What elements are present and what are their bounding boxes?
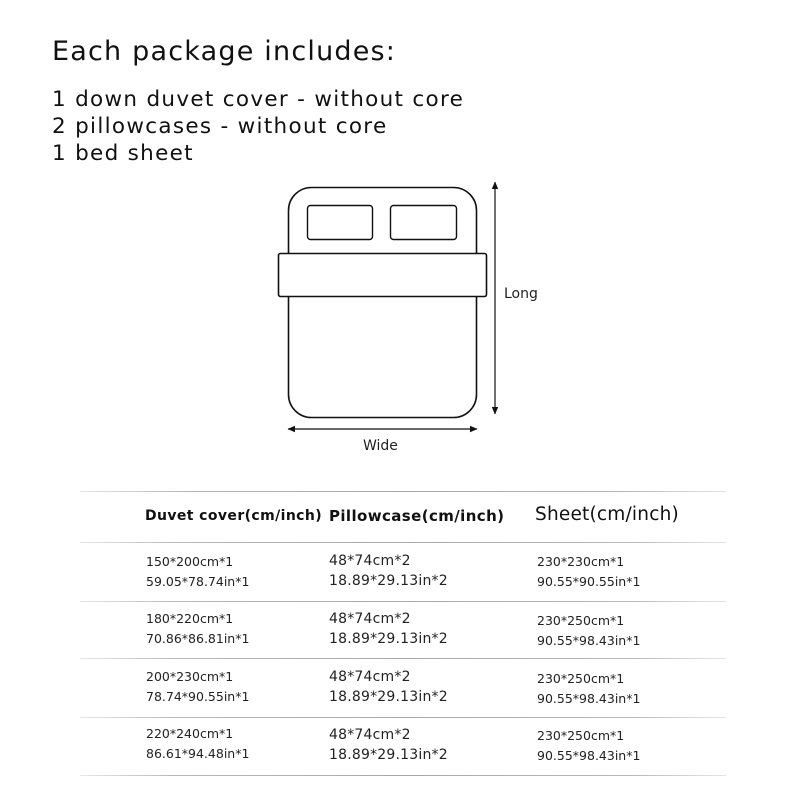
duvet-size-in: 59.05*78.74in*1 xyxy=(146,574,250,589)
sheet-size-cell xyxy=(537,552,640,592)
duvet-size-in: 78.74*90.55in*1 xyxy=(146,689,250,704)
includes-item-sheet: 1 bed sheet xyxy=(52,141,194,166)
pillowcase-size-in: 18.89*29.13in*2 xyxy=(329,689,448,705)
pillowcase-size-cm: 48*74cm*2 xyxy=(329,669,411,685)
table-divider xyxy=(80,717,726,718)
pillowcase-size-in: 18.89*29.13in*2 xyxy=(329,747,448,763)
sheet-size-cm: 230*250cm*1 xyxy=(537,671,625,686)
duvet-size-cell xyxy=(146,552,249,592)
pillowcase-size-cell xyxy=(329,725,448,765)
sheet-size-cell xyxy=(537,611,640,651)
pillowcase-size-cm: 48*74cm*2 xyxy=(329,553,411,569)
duvet-size-cell xyxy=(146,667,249,707)
sheet-size-in: 90.55*98.43in*1 xyxy=(537,691,641,706)
page-heading: Each package includes: xyxy=(52,36,397,67)
header-duvet-cover: Duvet cover(cm/inch) xyxy=(145,508,323,524)
includes-item-duvet: 1 down duvet cover - without core xyxy=(52,87,465,112)
sheet-size-cm: 230*230cm*1 xyxy=(537,554,625,569)
pillowcase-size-cell xyxy=(329,551,448,591)
table-divider xyxy=(80,775,726,776)
pillowcase-size-cm: 48*74cm*2 xyxy=(329,611,411,627)
sheet-size-cm: 230*250cm*1 xyxy=(537,613,625,628)
pillow-right xyxy=(391,206,457,240)
header-pillowcase: Pillowcase(cm/inch) xyxy=(329,507,505,525)
duvet-size-cm: 220*240cm*1 xyxy=(146,726,234,741)
duvet-size-in: 70.86*86.81in*1 xyxy=(146,631,250,646)
sheet-size-cm: 230*250cm*1 xyxy=(537,728,625,743)
duvet-size-cm: 150*200cm*1 xyxy=(146,554,234,569)
pillowcase-size-cell xyxy=(329,667,448,707)
duvet-size-cm: 180*220cm*1 xyxy=(146,611,234,626)
duvet-fold-band xyxy=(279,254,487,297)
includes-item-pillowcases: 2 pillowcases - without core xyxy=(52,114,388,139)
bed-outline xyxy=(289,188,477,418)
sheet-size-in: 90.55*90.55in*1 xyxy=(537,574,641,589)
pillowcase-size-in: 18.89*29.13in*2 xyxy=(329,631,448,647)
duvet-size-in: 86.61*94.48in*1 xyxy=(146,746,250,761)
sheet-size-cell xyxy=(537,726,640,766)
table-divider xyxy=(80,542,726,543)
sheet-size-in: 90.55*98.43in*1 xyxy=(537,633,641,648)
table-divider xyxy=(80,601,726,602)
duvet-size-cell xyxy=(146,724,249,764)
wide-label: Wide xyxy=(363,438,398,454)
sheet-size-in: 90.55*98.43in*1 xyxy=(537,748,641,763)
duvet-size-cell xyxy=(146,609,249,649)
duvet-size-cm: 200*230cm*1 xyxy=(146,669,234,684)
header-sheet: Sheet(cm/inch) xyxy=(535,504,679,525)
table-divider xyxy=(80,658,726,659)
pillowcase-size-cell xyxy=(329,609,448,649)
pillowcase-size-in: 18.89*29.13in*2 xyxy=(329,573,448,589)
pillowcase-size-cm: 48*74cm*2 xyxy=(329,727,411,743)
sheet-size-cell xyxy=(537,669,640,709)
pillow-left xyxy=(308,206,373,240)
long-label: Long xyxy=(504,286,538,302)
table-divider xyxy=(80,491,726,492)
